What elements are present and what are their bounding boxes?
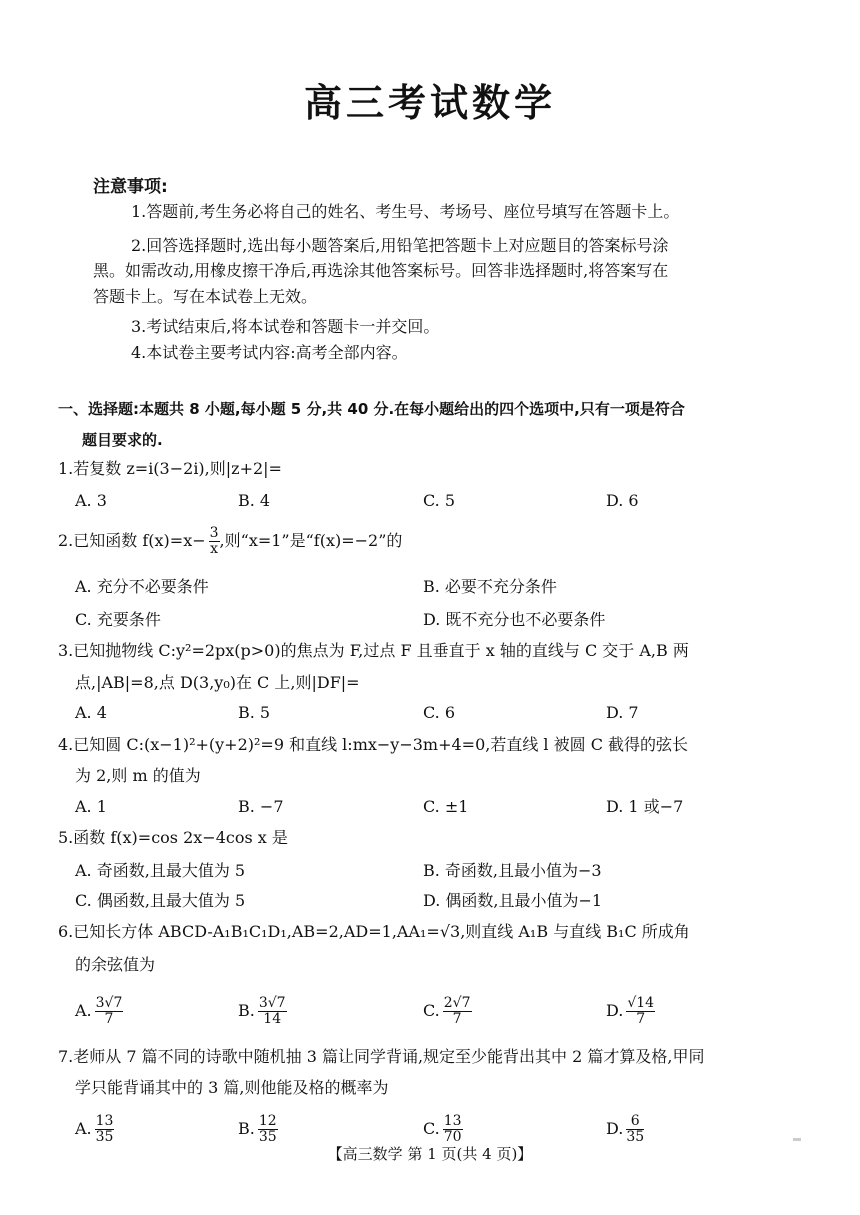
question-6-stem-line1: 6.已知长方体 ABCD-A₁B₁C₁D₁,AB=2,AD=1,AA₁=√3,则直线 A₁B 与直线 B₁C 所成角 [58,922,690,941]
q7-b-num: 12 [258,1113,277,1129]
question-5-stem: 5.函数 f(x)=cos 2x−4cos x 是 [58,828,288,847]
question-6-stem-line2: 的余弦值为 [75,955,156,974]
q6-a-label: A. [75,1001,92,1020]
q5-option-a: A. 奇函数,且最大值为 5 [75,861,246,880]
q7-c-num: 13 [443,1113,462,1129]
q6-b-label: B. [238,1001,255,1020]
q2-frac-num: 3 [209,525,219,541]
q7-c-den: 70 [443,1129,462,1145]
q7-c-label: C. [423,1119,440,1138]
q6-b-den: 14 [263,1011,282,1027]
question-3-stem-line1: 3.已知抛物线 C:y²=2px(p>0)的焦点为 F,过点 F 且垂直于 x 轴的直线与 C 交于 A,B 两 [58,641,689,660]
q6-d-num: √14 [627,995,655,1011]
q6-a-num: 3√7 [95,995,123,1011]
notice-line: 4.本试卷主要考试内容:高考全部内容。 [131,343,408,362]
notice-line: 1.答题前,考生务必将自己的姓名、考生号、考场号、座位号填写在答题卡上。 [131,202,680,221]
q6-a-fraction [95,996,124,1027]
q6-a-den: 7 [104,1011,114,1027]
q7-option-c [423,1114,463,1145]
q2-option-d: D. 既不充分也不必要条件 [423,610,606,629]
q6-c-num: 2√7 [443,995,471,1011]
q6-b-num: 3√7 [258,995,286,1011]
q7-option-b [238,1114,278,1145]
notice-heading: 注意事项: [93,177,168,197]
q7-d-num: 6 [626,1114,644,1130]
q7-option-d [606,1114,644,1145]
question-1-stem: 1.若复数 z=i(3−2i),则|z+2|= [58,459,282,478]
q6-c-label: C. [423,1001,440,1020]
q6-option-d [606,996,655,1027]
q7-b-label: B. [238,1119,255,1138]
section-heading-cont: 题目要求的. [82,431,163,449]
q6-c-fraction [443,996,472,1027]
question-4-stem-line2: 为 2,则 m 的值为 [75,766,201,785]
q5-option-c: C. 偶函数,且最大值为 5 [75,891,246,910]
section-heading: 一、选择题:本题共 8 小题,每小题 5 分,共 40 分.在每小题给出的四个选项中,只有一项是符合 [58,400,685,418]
q4-option-c: C. ±1 [423,797,469,816]
q2-option-c: C. 充要条件 [75,610,161,629]
notice-line: 黑。如需改动,用橡皮擦干净后,再选涂其他答案标号。回答非选择题时,将答案写在 [93,261,669,280]
q3-option-d: D. 7 [606,703,639,722]
q6-d-den: 7 [636,1011,646,1027]
page-footer: 【高三数学 第 1 页(共 4 页)】 [327,1145,533,1163]
q7-a-den: 35 [95,1129,114,1145]
q2-stem-post: ,则“x=1”是“f(x)=−2”的 [219,531,403,550]
q7-a-fraction [95,1114,115,1145]
q2-option-a: A. 充分不必要条件 [75,577,209,596]
q7-d-den: 35 [626,1129,645,1145]
question-7-stem-line1: 7.老师从 7 篇不同的诗歌中随机抽 3 篇让同学背诵,规定至少能背出其中 2 篇才算及格,甲同 [58,1047,705,1066]
q3-option-a: A. 4 [75,703,107,722]
q7-a-num: 13 [95,1113,114,1129]
q7-b-den: 35 [258,1129,277,1145]
question-3-stem-line2: 点,|AB|=8,点 D(3,y₀)在 C 上,则|DF|= [75,673,360,692]
q4-option-a: A. 1 [75,797,107,816]
q4-option-d: D. 1 或−7 [606,797,684,816]
q1-option-a: A. 3 [75,491,107,510]
q1-option-d: D. 6 [606,491,639,510]
q6-option-c [423,996,472,1027]
q7-d-fraction [626,1114,644,1145]
q6-d-label: D. [606,1001,624,1020]
question-4-stem-line1: 4.已知圆 C:(x−1)²+(y+2)²=9 和直线 l:mx−y−3m+4=0,若直线 l 被圆 C 截得的弦长 [58,735,689,754]
q7-option-a [75,1114,114,1145]
q7-a-label: A. [75,1119,92,1138]
scan-mark [793,1138,801,1141]
q5-option-d: D. 偶函数,且最小值为−1 [423,891,603,910]
notice-line: 3.考试结束后,将本试卷和答题卡一并交回。 [131,317,440,336]
q5-option-b: B. 奇函数,且最小值为−3 [423,861,602,880]
q2-frac-den: x [210,541,219,557]
question-7-stem-line2: 学只能背诵其中的 3 篇,则他能及格的概率为 [75,1078,389,1097]
q6-d-fraction [626,996,655,1027]
q1-option-c: C. 5 [423,491,456,510]
q6-option-a [75,996,123,1027]
question-2-stem [58,526,402,557]
q4-option-b: B. −7 [238,797,284,816]
q7-d-label: D. [606,1119,624,1138]
q3-option-b: B. 5 [238,703,271,722]
q6-b-fraction [258,996,287,1027]
q6-c-den: 7 [452,1011,462,1027]
q6-option-b [238,996,287,1027]
q1-option-b: B. 4 [238,491,271,510]
notice-line: 2.回答选择题时,选出每小题答案后,用铅笔把答题卡上对应题目的答案标号涂 [131,236,669,255]
page-title: 高三考试数学 [303,81,556,125]
q7-c-fraction [443,1114,463,1145]
q2-fraction [209,526,220,557]
q2-stem-pre: 2.已知函数 f(x)=x− [58,531,206,550]
q7-b-fraction [258,1114,278,1145]
q2-option-b: B. 必要不充分条件 [423,577,557,596]
q3-option-c: C. 6 [423,703,456,722]
notice-line: 答题卡上。写在本试卷上无效。 [93,287,318,306]
